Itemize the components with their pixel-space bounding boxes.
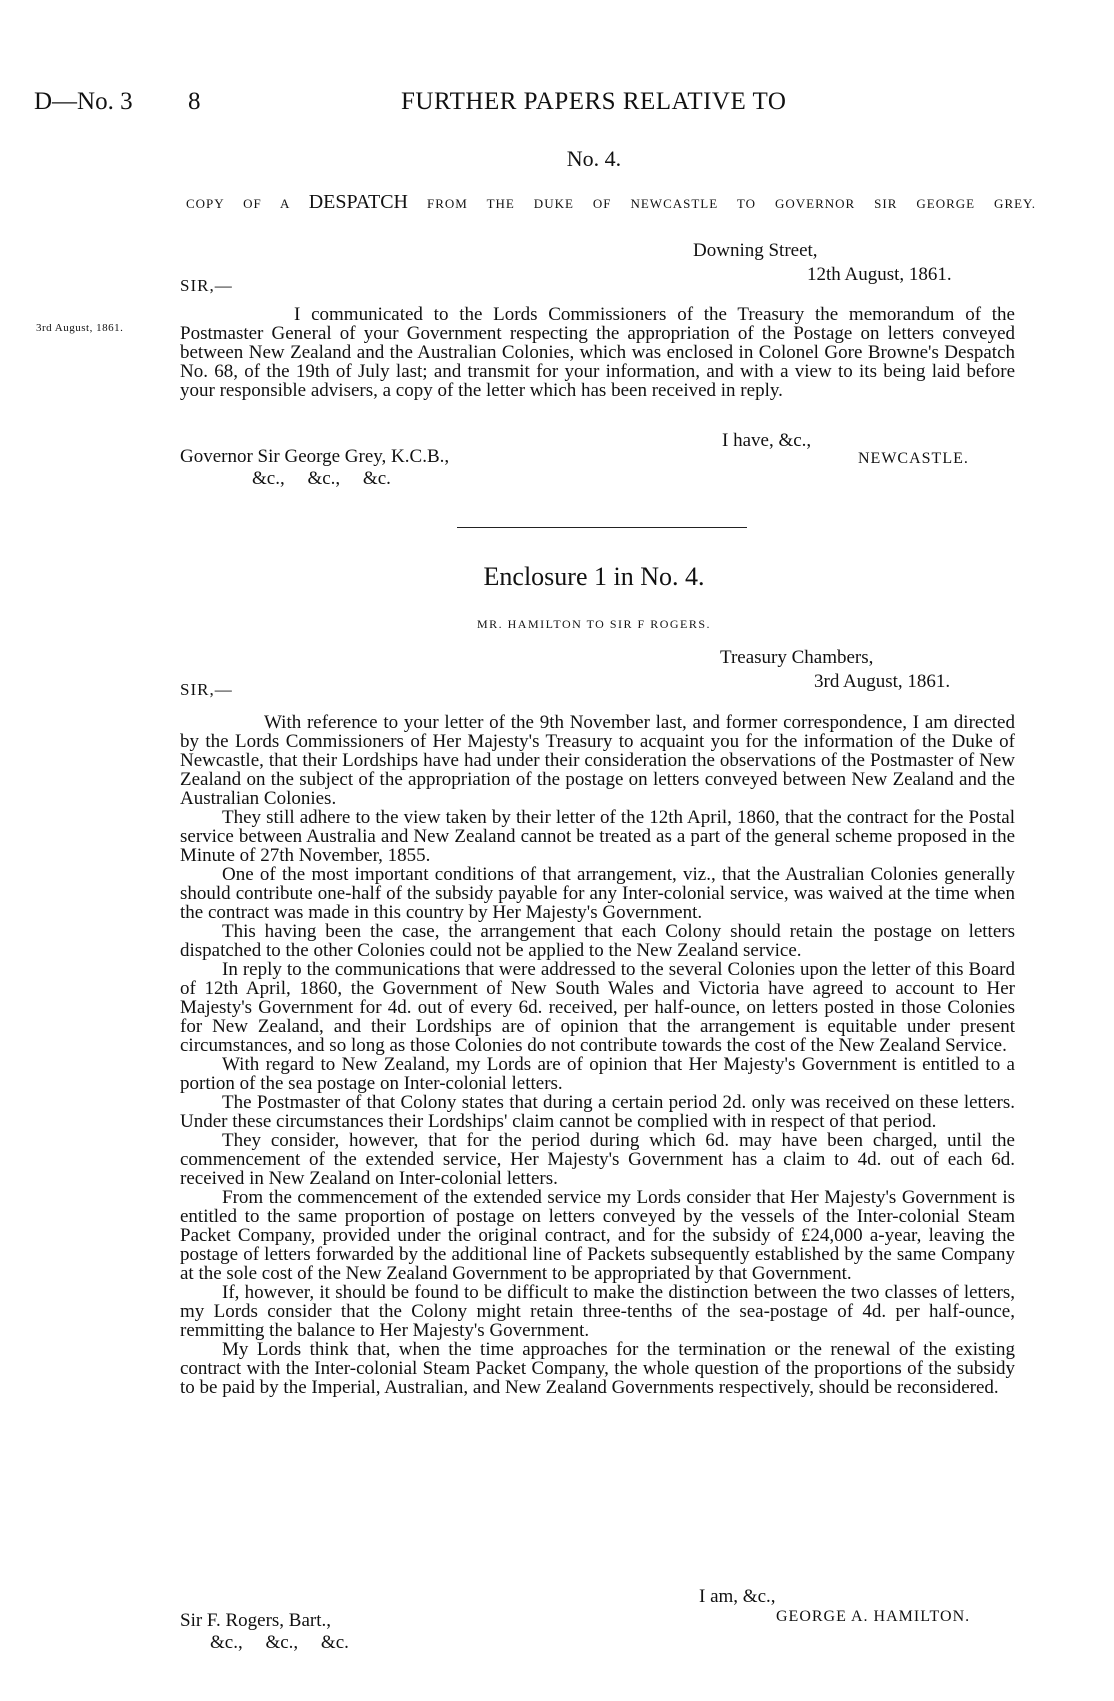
despatch-address-line1: Downing Street, bbox=[693, 240, 818, 261]
margin-note: 3rd August, 1861. bbox=[36, 322, 124, 334]
enclosure-salutation: SIR,— bbox=[180, 680, 233, 699]
enclosure-address-line1: Treasury Chambers, bbox=[720, 647, 874, 668]
enclosure-paragraph: In reply to the communications that were addressed to the several Colonies upon the letter of this Board of 12th April, 1860, the Government of New South Wales and Victoria have agreed to account to Her Majesty's Government for 4d. out of every 6d. received, per half-ounce, on letters posted in those Colonies for New Zealand, and their Lordships are of opinion that the arrangement is equitable under present circumstances, and so long as those Colonies do not contribute towards the cost of the New Zealand Service. bbox=[180, 959, 1015, 1056]
despatch-addressee-line1: Governor Sir George Grey, K.C.B., bbox=[180, 446, 450, 467]
despatch-closing: I have, &c., bbox=[722, 430, 812, 451]
running-title: FURTHER PAPERS RELATIVE TO bbox=[401, 88, 787, 115]
despatch-addressee-line2: &c., &c., &c. bbox=[252, 468, 391, 489]
despatch-heading-rest: FROM THE DUKE OF NEWCASTLE TO GOVERNOR SIR GEORGE GREY. bbox=[426, 196, 1037, 211]
enclosure-heading: MR. HAMILTON TO SIR F ROGERS. bbox=[476, 617, 712, 631]
enclosure-closing: I am, &c., bbox=[699, 1586, 776, 1607]
despatch-heading bbox=[186, 191, 1036, 214]
document-number: No. 4. bbox=[566, 146, 622, 171]
enclosure-paragraph: With reference to your letter of the 9th November last, and former correspondence, I am directed by the Lords Commissioners of Her Majesty's Treasury to acquaint you for the information of the Duke of Newcastle, that their Lordships have had under their consideration the observations of the Postmaster of New Zealand on the subject of the appropriation of the postage on letters conveyed between New Zealand and the Australian Colonies. bbox=[180, 712, 1015, 809]
enclosure-paragraph: This having been the case, the arrangement that each Colony should retain the postage on letters dispatched to the other Colonies could not be applied to the New Zealand service. bbox=[180, 921, 1015, 961]
enclosure-body bbox=[180, 713, 1015, 1397]
enclosure-paragraph: They consider, however, that for the period during which 6d. may have been charged, until the commencement of the extended service, Her Majesty's Government has a claim to 4d. out of each 6d. received in New Zealand on Inter-colonial letters. bbox=[180, 1130, 1015, 1189]
despatch-signature: NEWCASTLE. bbox=[858, 450, 969, 467]
enclosure-paragraph: My Lords think that, when the time approaches for the termination or the renewal of the existing contract with the Inter-colonial Steam Packet Company, the whole question of the proportions of the subsidy to be paid by the Imperial, Australian, and New Zealand Governments respectively, should be reconsidered. bbox=[180, 1339, 1015, 1398]
enclosure-paragraph: They still adhere to the view taken by their letter of the 12th April, 1860, that the contract for the Postal service between Australia and New Zealand cannot be treated as a part of the general scheme proposed in the Minute of 27th November, 1855. bbox=[180, 807, 1015, 866]
enclosure-title: Enclosure 1 in No. 4. bbox=[483, 562, 705, 591]
despatch-addressee bbox=[180, 446, 449, 490]
enclosure-paragraph: One of the most important conditions of that arrangement, viz., that the Australian Colonies generally should contribute one-half of the subsidy payable for any Inter-colonial service, was waived at the time when the contract was made in this country by Her Majesty's Government. bbox=[180, 864, 1015, 923]
despatch-heading-copy: COPY OF A bbox=[186, 196, 290, 211]
document-reference: D—No. 3 bbox=[34, 88, 133, 115]
enclosure-paragraph: The Postmaster of that Colony states that during a certain period 2d. only was received on these letters. Under these circumstances their Lordships' claim cannot be complied with in respect of that period. bbox=[180, 1092, 1015, 1132]
enclosure-paragraph: With regard to New Zealand, my Lords are of opinion that Her Majesty's Government is entitled to a portion of the sea postage on Inter-colonial letters. bbox=[180, 1054, 1015, 1094]
despatch-heading-big: DESPATCH bbox=[308, 191, 408, 213]
enclosure-addressee-line2: &c., &c., &c. bbox=[210, 1632, 349, 1653]
enclosure-address bbox=[720, 646, 950, 694]
despatch-date: 12th August, 1861. bbox=[807, 264, 952, 285]
section-divider bbox=[457, 527, 747, 528]
enclosure-signature: GEORGE A. HAMILTON. bbox=[776, 1608, 971, 1625]
enclosure-paragraph: If, however, it should be found to be difficult to make the distinction between the two classes of letters, my Lords consider that the Colony might retain three-tenths of the sea-postage of 4d. per half-ounce, remmitting the balance to Her Majesty's Government. bbox=[180, 1282, 1015, 1341]
enclosure-addressee bbox=[180, 1610, 349, 1654]
enclosure-paragraph: From the commencement of the extended service my Lords consider that Her Majesty's Government is entitled to the same proportion of postage on letters conveyed by the vessels of the Inter-colonial Steam Packet Company, provided under the original contract, and for the subsidy of £24,000 a-year, leaving the postage of letters forwarded by the additional line of Packets subsequently established by the same Company at the sole cost of the New Zealand Government to be appropriated by that Government. bbox=[180, 1187, 1015, 1284]
despatch-address bbox=[693, 239, 952, 287]
enclosure-addressee-line1: Sir F. Rogers, Bart., bbox=[180, 1610, 332, 1631]
enclosure-date: 3rd August, 1861. bbox=[814, 671, 951, 692]
despatch-body: I communicated to the Lords Commissioners of the Treasury the memorandum of the Postmaster General of your Government respecting the appropriation of the Postage on letters conveyed between New Zealand and the Australian Colonies, which was enclosed in Colonel Gore Browne's Despatch No. 68, of the 19th of July last; and transmit for your information, and with a view to its being laid before your responsible advisers, a copy of the letter which has been received in reply. bbox=[180, 304, 1015, 401]
despatch-salutation: SIR,— bbox=[180, 276, 233, 295]
page-number: 8 bbox=[188, 88, 201, 115]
